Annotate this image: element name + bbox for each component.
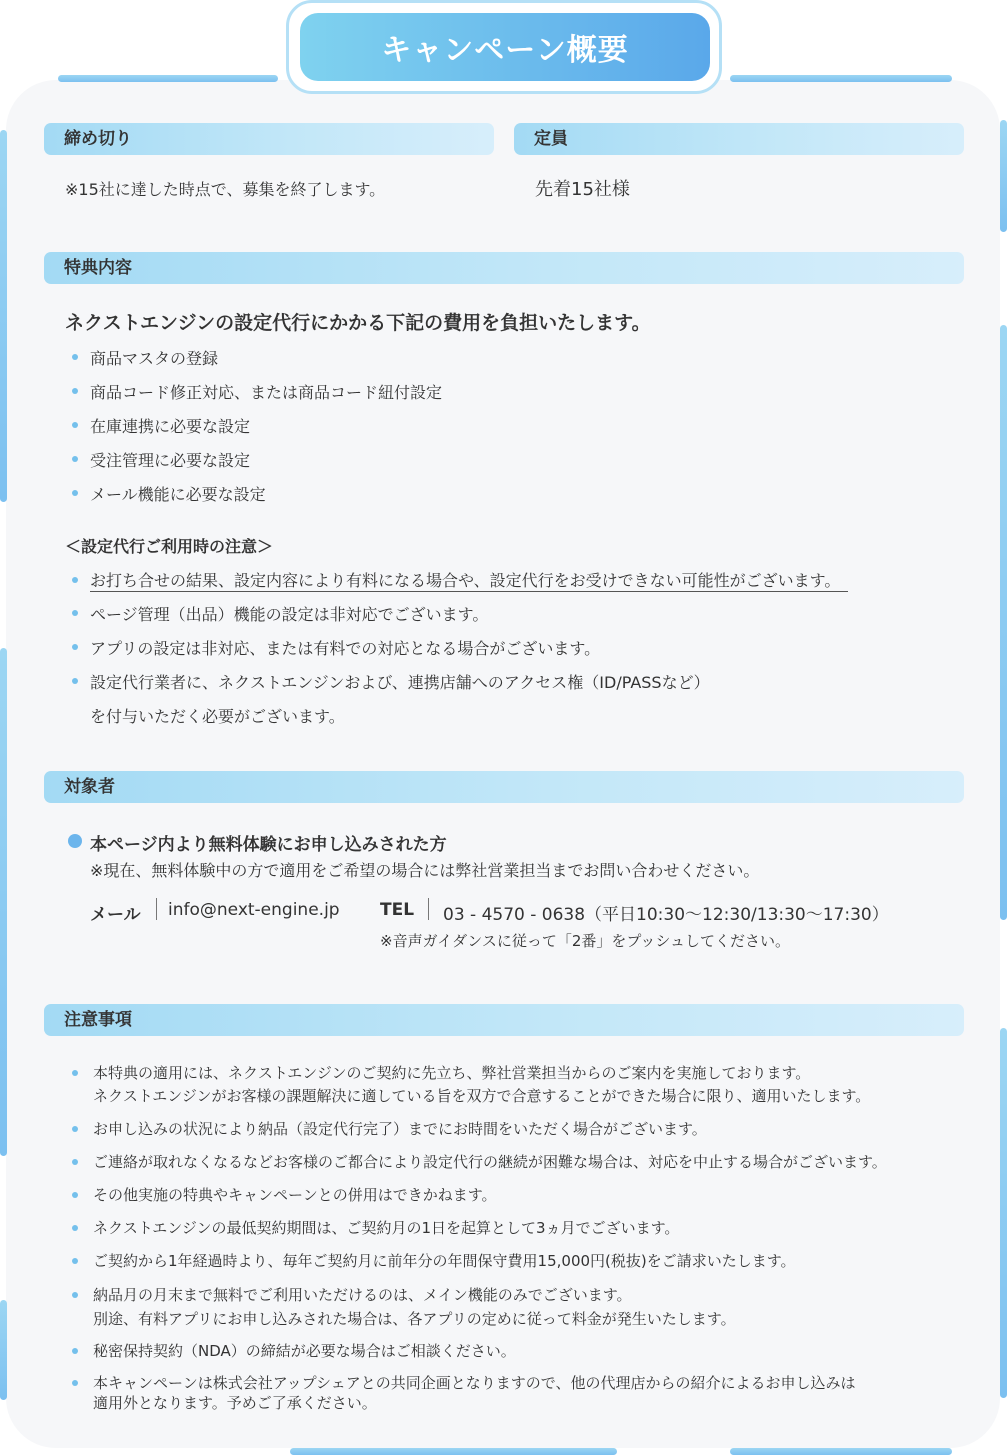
bullet-icon [72,1258,78,1264]
note-item: ページ管理（出品）機能の設定は非対応でございます。 [90,605,489,624]
bullet-icon [72,644,78,650]
mail-link[interactable]: info@next-engine.jp [168,900,340,920]
bullet-icon [72,1126,78,1132]
note-item-continuation: を付与いただく必要がございます。 [90,707,345,726]
tel-separator [428,898,429,920]
caution-item-line2: 別途、有料アプリにお申し込みされた場合は、各アプリの定めに従って料金が発生いたします。 [93,1310,736,1328]
border-top-right [730,75,952,82]
caution-item: その他実施の特典やキャンペーンとの併用はできかねます。 [93,1186,497,1204]
cautions-header: 注意事項 [44,1004,964,1036]
bullet-icon [72,1159,78,1165]
tel-label: TEL [380,900,415,920]
bullet-icon [72,1225,78,1231]
border-bottom-right [730,1448,952,1455]
caution-item: ご連絡が取れなくなるなどお客様のご都合により設定代行の継続が困難な場合は、対応を中止する場合がございます。 [93,1153,887,1171]
caution-item: 秘密保持契約（NDA）の締結が必要な場合はご相談ください。 [93,1342,516,1360]
bullet-icon [72,1192,78,1198]
benefit-item: メール機能に必要な設定 [90,485,266,504]
mail-label: メール [90,905,141,925]
campaign-card [6,80,1000,1448]
caution-item: 本キャンペーンは株式会社アップシェアとの共同企画となりますので、他の代理店からの紹介によるお申し込みは [93,1374,856,1392]
border-left-bottom [0,1300,7,1400]
benefit-item: 受注管理に必要な設定 [90,451,251,470]
page-title: キャンペーン概要 [300,13,710,81]
border-right-upper [1000,120,1007,232]
border-left-lower [0,648,7,1156]
bullet-icon [72,678,78,684]
note-item: アプリの設定は非対応、または有料での対応となる場合がございます。 [90,639,601,658]
bullet-icon [72,1292,78,1298]
benefit-item: 在庫連携に必要な設定 [90,417,251,436]
notes-heading: ＜設定代行ご利用時の注意＞ [65,537,274,556]
bullet-icon [72,1380,78,1386]
deadline-header: 締め切り [44,123,494,155]
border-top-left [58,75,278,82]
mail-separator [156,898,157,920]
deadline-text: ※15社に達した時点で、募集を終了します。 [65,180,386,199]
bullet-icon [72,1348,78,1354]
caution-item: 本特典の適用には、ネクストエンジンのご契約に先立ち、弊社営業担当からのご案内を実施しております。 [93,1064,811,1082]
benefit-item: 商品マスタの登録 [90,349,219,368]
tel-value[interactable]: 03 - 4570 - 0638（平日10:30〜12:30/13:30〜17:30） [443,905,889,925]
note-item: 設定代行業者に、ネクストエンジンおよび、連携店舗へのアクセス権（ID/PASSなど） [90,673,710,692]
bullet-icon [72,610,78,616]
caution-item: お申し込みの状況により納品（設定代行完了）までにお時間をいただく場合がございます。 [93,1120,707,1138]
bullet-icon [72,1070,78,1076]
benefits-heading: ネクストエンジンの設定代行にかかる下記の費用を負担いたします。 [65,312,651,334]
capacity-header: 定員 [514,123,964,155]
target-header: 対象者 [44,771,964,803]
caution-item: ご契約から1年経過時より、毎年ご契約月に前年分の年間保守費用15,000円(税抜)をご請求いたします。 [93,1252,796,1270]
caution-item-line2: ネクストエンジンがお客様の課題解決に適している旨を双方で合意することができた場合に限り、適用いたします。 [93,1087,871,1105]
benefit-item: 商品コード修正対応、または商品コード紐付設定 [90,383,443,402]
target-note: ※現在、無料体験中の方で適用をご希望の場合には弊社営業担当までお問い合わせください。 [90,861,760,880]
target-bullet-icon [68,834,82,848]
bullet-icon [72,577,78,583]
border-right-bottom [1000,1028,1007,1398]
bullet-icon [72,388,78,394]
benefits-header: 特典内容 [44,252,964,284]
caution-item-line2: 適用外となります。予めご了承ください。 [93,1394,377,1412]
caution-item: 納品月の月末まで無料でご利用いただけるのは、メイン機能のみでございます。 [93,1286,632,1304]
bullet-icon [72,422,78,428]
capacity-text: 先着15社様 [535,179,630,200]
border-right-lower [1000,325,1007,920]
border-bottom-left [290,1448,617,1455]
note-item [90,568,848,591]
tel-note: ※音声ガイダンスに従って「2番」をプッシュしてください。 [380,932,791,950]
border-left-upper [0,130,7,502]
caution-item: ネクストエンジンの最低契約期間は、ご契約月の1日を起算として3ヵ月でございます。 [93,1219,680,1237]
note-item-underlined: お打ち合せの結果、設定内容により有料になる場合や、設定代行をお受けできない可能性がございます。 [90,571,848,592]
bullet-icon [72,354,78,360]
bullet-icon [72,490,78,496]
target-heading: 本ページ内より無料体験にお申し込みされた方 [90,835,447,855]
bullet-icon [72,456,78,462]
